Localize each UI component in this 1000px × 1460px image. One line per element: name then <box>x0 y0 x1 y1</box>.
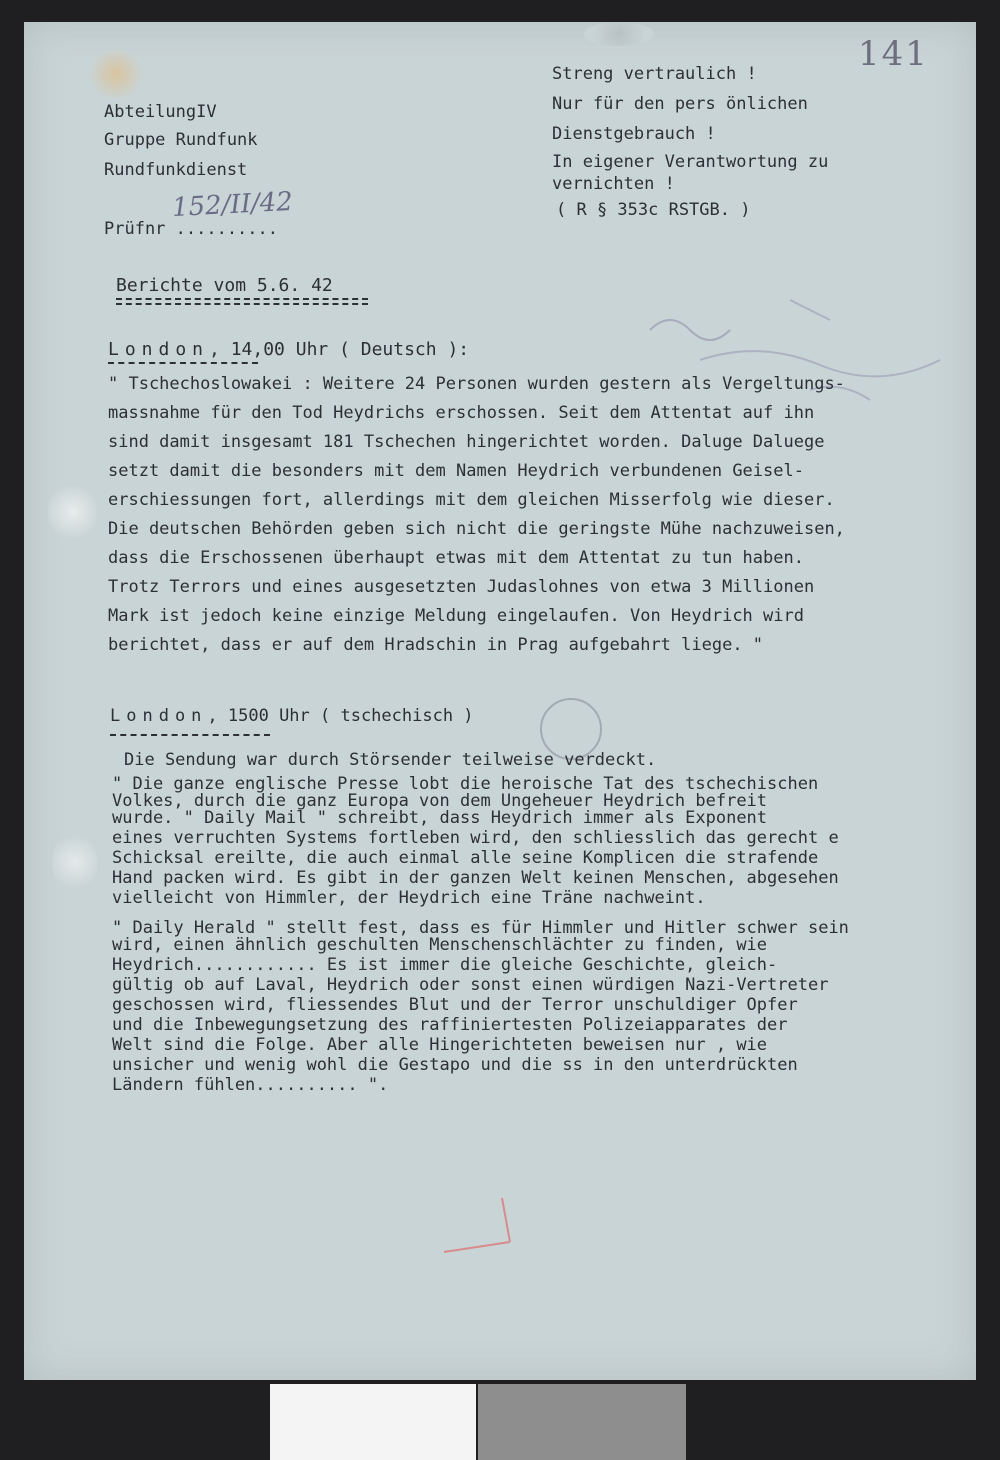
classification-line-4: In eigener Verantwortung zu <box>552 152 829 172</box>
department-line-1: AbteilungIV <box>104 102 217 122</box>
section1-line: Trotz Terrors und eines ausgesetzten Judaslohnes von etwa 3 Millionen <box>108 577 815 597</box>
stain-left-edge-lower <box>52 832 98 892</box>
section2-para2-line: Heydrich............ Es ist immer die gleiche Geschichte, gleich- <box>112 955 778 975</box>
classification-line-1: Streng vertraulich ! <box>552 64 757 84</box>
section2-para1-line: eines verruchten Systems fortleben wird, den schliesslich das gerecht e <box>112 828 839 848</box>
section1-line: massnahme für den Tod Heydrichs erschossen. Seit dem Attentat auf ihn <box>108 403 815 423</box>
calibration-gray-patch <box>478 1384 686 1460</box>
stain-left-edge <box>48 482 98 542</box>
section2-para1-line: " Die ganze englische Presse lobt die heroische Tat des tschechischen <box>112 774 819 794</box>
classification-line-6: ( R § 353c RSTGB. ) <box>556 200 751 220</box>
department-line-2: Gruppe Rundfunk <box>104 130 258 150</box>
section2-para1-line: wurde. " Daily Mail " schreibt, dass Heydrich immer als Exponent <box>112 808 768 828</box>
section2-para2-line: Ländern fühlen.......... ". <box>112 1075 389 1095</box>
section1-line: berichtet, dass er auf dem Hradschin in Prag aufgebahrt liege. " <box>108 635 764 655</box>
page-number: 141 <box>858 34 929 74</box>
section2-para1-line: vielleicht von Himmler, der Heydrich eine Träne nachweint. <box>112 888 706 908</box>
section2-para2-line: " Daily Herald " stellt fest, dass es für Himmler und Hitler schwer sein <box>112 918 849 938</box>
section2-para2-line: Welt sind die Folge. Aber alle Hingerichteten beweisen nur , wie <box>112 1035 768 1055</box>
section2-time: , 1500 Uhr ( tschechisch ) <box>207 706 474 726</box>
calibration-white-patch <box>270 1384 476 1460</box>
title-underline-1 <box>116 298 368 300</box>
section2-para2-line: gültig ob auf Laval, Heydrich oder sonst einen würdigen Nazi-Vertreter <box>112 975 829 995</box>
section2-note: Die Sendung war durch Störsender teilweise verdeckt. <box>124 750 657 770</box>
section2-paragraph-1 <box>112 774 839 908</box>
section2-city: London <box>110 706 208 726</box>
section1-line: sind damit insgesamt 181 Tschechen hingerichtet worden. Daluge Daluege <box>108 432 825 452</box>
report-title: Berichte vom 5.6. 42 <box>116 275 333 296</box>
section2-para2-line: und die Inbewegungsetzung des raffiniertesten Polizeiapparates der <box>112 1015 788 1035</box>
section2-paragraph-2 <box>112 918 849 1095</box>
section1-time: , 14,00 Uhr ( Deutsch ): <box>209 339 470 360</box>
section1-underline <box>108 362 258 364</box>
section2-para1-line: Hand packen wird. Es gibt in der ganzen Welt keinen Menschen, abgesehen <box>112 868 839 888</box>
section2-heading <box>110 704 474 728</box>
pruefnr-handwritten: 152/II/42 <box>171 186 294 224</box>
section1-line: Mark ist jedoch keine einzige Meldung eingelaufen. Von Heydrich wird <box>108 606 804 626</box>
title-underline-2 <box>116 303 368 305</box>
stain-top-left <box>86 50 146 98</box>
section2-underline <box>110 734 270 736</box>
section1-line: " Tschechoslowakei : Weitere 24 Personen wurden gestern als Vergeltungs- <box>108 374 845 394</box>
section2-para2-line: unsicher und wenig wohl die Gestapo und die ss in den unterdrückten <box>112 1055 798 1075</box>
stain-top-center <box>584 22 654 46</box>
section1-body <box>108 370 845 660</box>
classification-line-2: Nur für den pers önlichen <box>552 94 808 114</box>
section1-line: setzt damit die besonders mit dem Namen Heydrich verbundenen Geisel- <box>108 461 804 481</box>
section2-para2-line: wird, einen ähnlich geschulten Menschenschlächter zu finden, wie <box>112 935 768 955</box>
classification-line-3: Dienstgebrauch ! <box>552 124 716 144</box>
section1-line: erschiessungen fort, allerdings mit dem gleichen Misserfolg wie dieser. <box>108 490 835 510</box>
section1-city: London <box>108 339 210 360</box>
pruefnr-label: Prüfnr .......... <box>104 219 278 239</box>
section1-line: dass die Erschossenen überhaupt etwas mit dem Attentat zu tun haben. <box>108 548 804 568</box>
department-line-3: Rundfunkdienst <box>104 160 248 180</box>
section2-para2-line: geschossen wird, fliessendes Blut und der Terror unschuldiger Opfer <box>112 995 798 1015</box>
classification-line-5: vernichten ! <box>552 174 675 194</box>
section1-line: Die deutschen Behörden geben sich nicht die geringste Mühe nachzuweisen, <box>108 519 845 539</box>
section1-heading <box>108 338 469 362</box>
section2-para1-line: Volkes, durch die ganz Europa von dem Ungeheuer Heydrich befreit <box>112 791 768 811</box>
section2-para1-line: Schicksal ereilte, die auch einmal alle seine Komplicen die strafende <box>112 848 819 868</box>
red-pencil-mark <box>440 1190 520 1260</box>
